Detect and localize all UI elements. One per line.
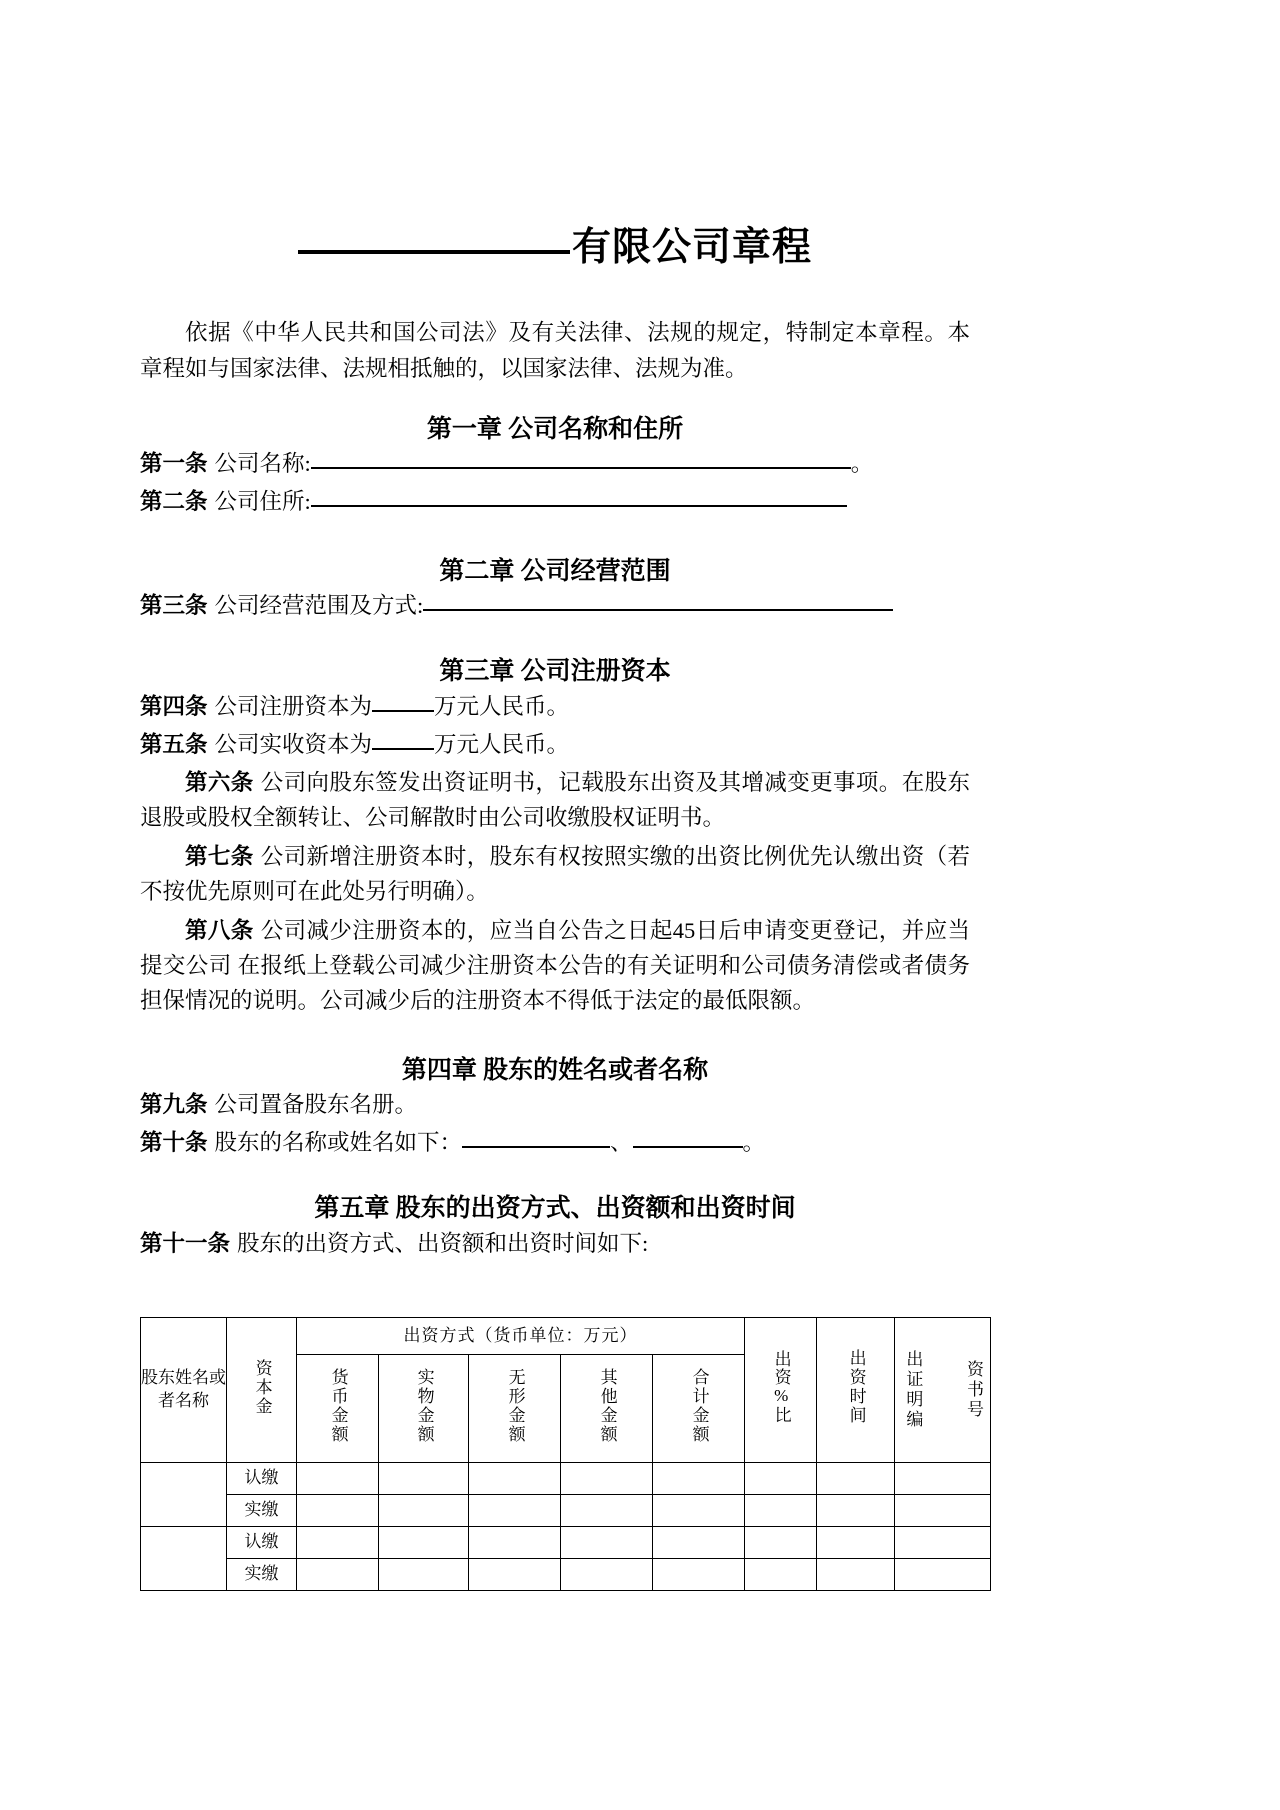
article-1 [140, 446, 970, 481]
cell-intangible-3[interactable] [469, 1526, 561, 1558]
cell-physical-4[interactable] [379, 1558, 469, 1590]
header-intangible-amount [469, 1354, 561, 1462]
header-physical-amount-text: 实物金额 [414, 1367, 434, 1444]
cell-physical-2[interactable] [379, 1494, 469, 1526]
chapter-heading-5: 第五章 股东的出资方式、出资额和出资时间 [314, 1195, 796, 1223]
article-5 [140, 724, 970, 762]
table-row [141, 1494, 991, 1526]
table-row [141, 1462, 991, 1494]
article-1-label: 公司名称: [214, 451, 311, 477]
cell-percent-2[interactable] [745, 1494, 817, 1526]
company-name-blank[interactable] [298, 250, 570, 254]
article-10-label: 股东的名称或姓名如下： [214, 1130, 463, 1156]
page-title [140, 0, 970, 267]
cell-percent-3[interactable] [745, 1526, 817, 1558]
article-10-blank-1[interactable] [462, 1146, 610, 1148]
header-other-amount [561, 1354, 653, 1462]
cell-intangible-1[interactable] [469, 1462, 561, 1494]
article-1-number: 第一条 [140, 451, 208, 477]
cell-other-2[interactable] [561, 1494, 653, 1526]
article-11-text: 股东的出资方式、出资额和出资时间如下: [237, 1230, 649, 1256]
cell-time-2[interactable] [817, 1494, 895, 1526]
cell-total-1[interactable] [653, 1462, 745, 1494]
cell-physical-3[interactable] [379, 1526, 469, 1558]
cell-total-3[interactable] [653, 1526, 745, 1558]
header-capital-type-text: 资本金 [252, 1358, 272, 1416]
article-6-text: 公司向股东签发出资证明书，记载股东出资及其增减变更事项。在股东退股或股权全额转让、公司解散时由公司收缴股权证明书。 [140, 769, 970, 830]
cell-other-3[interactable] [561, 1526, 653, 1558]
header-contribution-percent-text: 出资%比 [771, 1350, 791, 1425]
intro-paragraph: 依据《中华人民共和国公司法》及有关法律、法规的规定，特制定本章程。本章程如与国家法律、法规相抵触的，以国家法律、法规为准。 [140, 320, 970, 382]
table-header-row-group [141, 1317, 991, 1354]
article-11-number: 第十一条 [140, 1230, 231, 1256]
article-10-separator: 、 [610, 1130, 633, 1156]
cell-time-1[interactable] [817, 1462, 895, 1494]
header-total-amount [653, 1354, 745, 1462]
article-1-tail: 。 [850, 451, 874, 477]
article-9-text: 公司置备股东名册。 [214, 1092, 418, 1117]
article-3-blank[interactable] [423, 609, 893, 611]
article-9-number: 第九条 [140, 1092, 208, 1117]
article-10-number: 第十条 [140, 1130, 208, 1156]
article-3 [140, 588, 970, 623]
header-certificate-number-inner [903, 1326, 982, 1454]
article-7-number: 第七条 [185, 844, 254, 870]
cell-total-4[interactable] [653, 1558, 745, 1590]
header-other-amount-text: 其他金额 [597, 1367, 617, 1444]
header-intangible-amount-text: 无形金额 [505, 1367, 525, 1444]
header-shareholder-name [141, 1317, 227, 1462]
header-capital-type [227, 1317, 297, 1462]
header-contribution-percent [745, 1317, 817, 1462]
chapter-heading-4: 第四章 股东的姓名或者名称 [401, 1056, 709, 1084]
article-6 [140, 762, 970, 835]
header-certificate-number [895, 1317, 991, 1462]
cell-shareholder-name-2[interactable] [141, 1526, 227, 1590]
header-currency-amount-text: 货币金额 [328, 1367, 348, 1444]
cell-capital-type-2: 实缴 [227, 1494, 297, 1526]
chapter-heading-1: 第一章 公司名称和住所 [426, 415, 684, 443]
cell-certificate-2[interactable] [895, 1494, 991, 1526]
cell-certificate-1[interactable] [895, 1462, 991, 1494]
header-contribution-time [817, 1317, 895, 1462]
article-2-number: 第二条 [140, 489, 208, 515]
article-4-label-pre: 公司注册资本为 [214, 693, 373, 719]
article-2-label: 公司住所: [214, 489, 311, 515]
header-certificate-left-text: 出证明编 [903, 1349, 923, 1430]
header-total-amount-text: 合计金额 [689, 1367, 709, 1444]
page-title-text: 有限公司章程 [571, 226, 812, 269]
cell-physical-1[interactable] [379, 1462, 469, 1494]
cell-certificate-3[interactable] [895, 1526, 991, 1558]
chapter-heading-3: 第三章 公司注册资本 [439, 658, 671, 686]
table-row [141, 1558, 991, 1590]
article-8-text: 公司减少注册资本的，应当自公告之日起45日后申请变更登记，并应当提交公司 在报纸上登载公司减少注册资本公告的有关证明和公司债务清偿或者债务担保情况的说明。公司减少后的注册资本不得低于法定的最低限额。 [140, 918, 970, 1014]
cell-currency-1[interactable] [297, 1462, 379, 1494]
article-10-blank-2[interactable] [633, 1146, 743, 1148]
cell-intangible-4[interactable] [469, 1558, 561, 1590]
capital-contribution-table [140, 1317, 991, 1591]
cell-capital-type-1: 认缴 [227, 1462, 297, 1494]
article-10 [140, 1122, 970, 1160]
header-currency-amount [297, 1354, 379, 1462]
header-contribution-method-group: 出资方式（货币单位：万元） [297, 1317, 745, 1354]
cell-other-1[interactable] [561, 1462, 653, 1494]
article-9 [140, 1087, 970, 1122]
article-3-label: 公司经营范围及方式: [214, 593, 424, 619]
cell-other-4[interactable] [561, 1558, 653, 1590]
cell-percent-1[interactable] [745, 1462, 817, 1494]
article-1-blank[interactable] [311, 467, 851, 469]
cell-shareholder-name-1[interactable] [141, 1462, 227, 1526]
article-10-tail: 。 [742, 1130, 766, 1156]
chapter-heading-2: 第二章 公司经营范围 [439, 557, 671, 585]
article-2 [140, 481, 970, 519]
article-5-number: 第五条 [140, 731, 208, 757]
article-4-label-post: 万元人民币。 [434, 693, 570, 719]
header-physical-amount [379, 1354, 469, 1462]
cell-currency-3[interactable] [297, 1526, 379, 1558]
article-2-blank[interactable] [311, 505, 847, 507]
document-content [140, 0, 983, 1591]
article-4 [140, 689, 970, 724]
cell-time-4[interactable] [817, 1558, 895, 1590]
cell-percent-4[interactable] [745, 1558, 817, 1590]
header-contribution-time-text: 出资时间 [846, 1349, 866, 1426]
cell-total-2[interactable] [653, 1494, 745, 1526]
cell-capital-type-3: 认缴 [227, 1526, 297, 1558]
article-11 [140, 1226, 970, 1261]
header-shareholder-name-text: 股东姓名或者名称 [141, 1367, 226, 1410]
cell-currency-2[interactable] [297, 1494, 379, 1526]
cell-time-3[interactable] [817, 1526, 895, 1558]
cell-currency-4[interactable] [297, 1558, 379, 1590]
article-6-number: 第六条 [185, 769, 254, 795]
table-row [141, 1526, 991, 1558]
capital-table-wrapper [140, 1261, 983, 1591]
article-5-blank[interactable] [372, 748, 434, 750]
cell-intangible-2[interactable] [469, 1494, 561, 1526]
cell-capital-type-4: 实缴 [227, 1558, 297, 1590]
cell-certificate-4[interactable] [895, 1558, 991, 1590]
article-5-label-pre: 公司实收资本为 [214, 731, 373, 757]
article-7-text: 公司新增注册资本时，股东有权按照实缴的出资比例优先认缴出资（若不按优先原则可在此处另行明确）。 [140, 844, 970, 905]
article-8-number: 第八条 [185, 918, 254, 944]
header-certificate-right-text: 资书号 [964, 1359, 983, 1420]
article-4-number: 第四条 [140, 693, 208, 719]
article-4-blank[interactable] [372, 710, 434, 712]
article-3-number: 第三条 [140, 593, 208, 619]
article-8 [140, 909, 970, 1018]
article-5-label-post: 万元人民币。 [434, 731, 570, 757]
article-7 [140, 835, 970, 909]
